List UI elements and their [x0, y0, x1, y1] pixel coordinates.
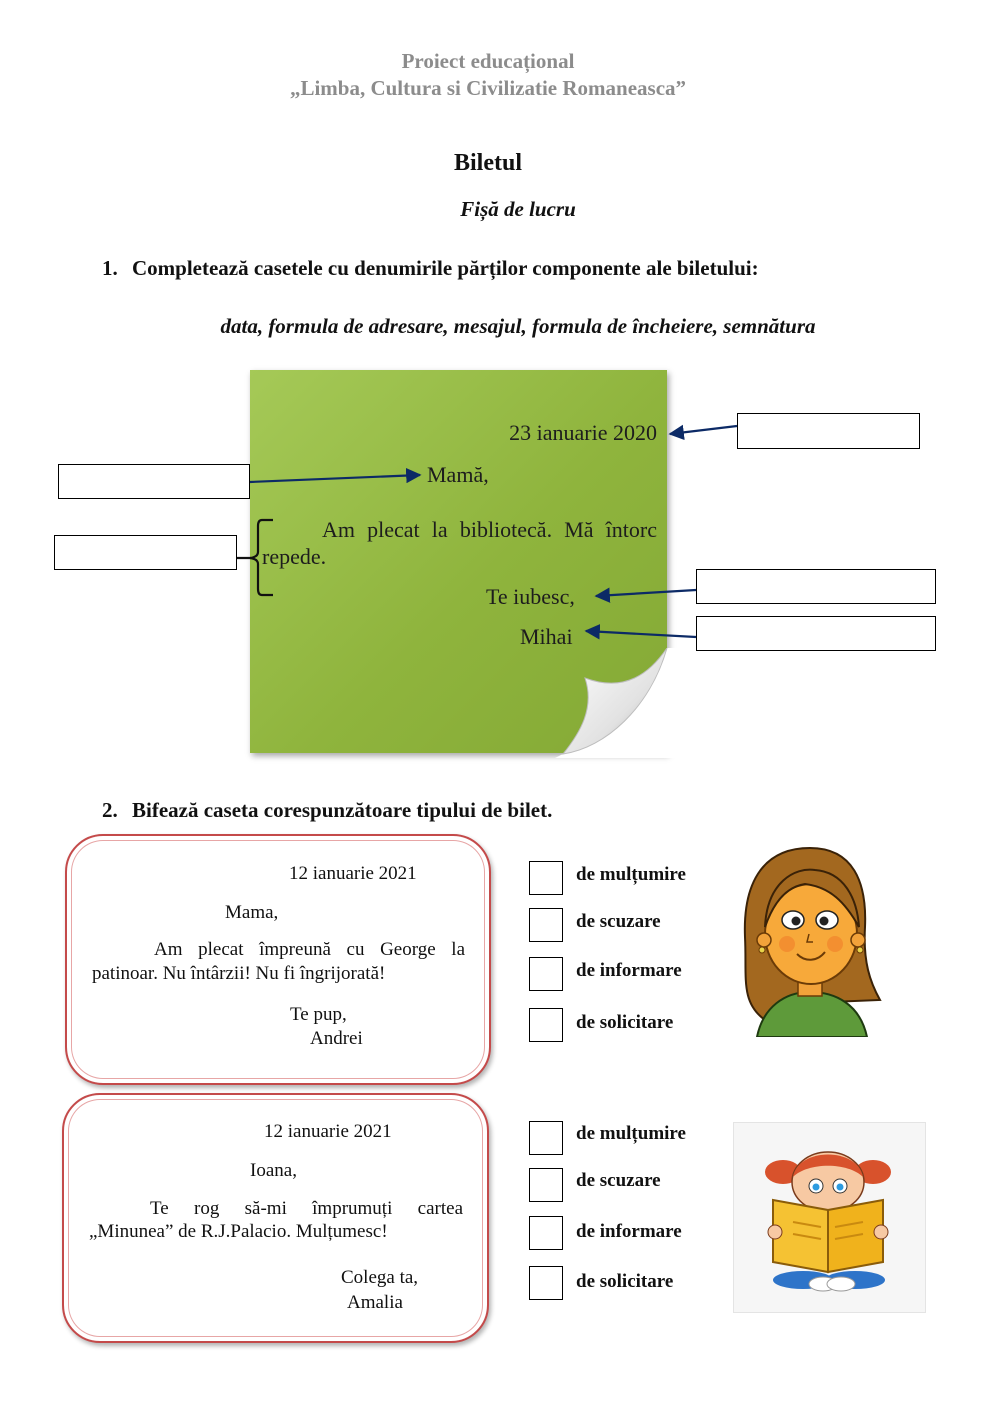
- letter1-date: 12 ianuarie 2021: [289, 863, 417, 884]
- letter1-closing: Te pup,: [290, 1004, 347, 1025]
- checkbox-letter2-informare[interactable]: [529, 1216, 563, 1250]
- message-brace: [237, 520, 273, 595]
- note-closing: Te iubesc,: [486, 584, 575, 609]
- arrow-closing: [596, 590, 696, 596]
- reading-child-illustration: [733, 1122, 924, 1311]
- option-label: de informare: [576, 1221, 682, 1242]
- arrow-signature: [586, 631, 696, 637]
- word-bank: data, formula de adresare, mesajul, formula de încheiere, semnătura: [220, 314, 816, 338]
- option-label: de solicitare: [576, 1012, 674, 1033]
- letter1-body-line1: Am plecat împreună cu George la: [154, 939, 465, 960]
- letter2-closing: Colega ta,: [341, 1267, 419, 1288]
- letter-2: [62, 1093, 489, 1343]
- letter2-date: 12 ianuarie 2021: [264, 1121, 392, 1142]
- letter2-signature: Amalia: [347, 1292, 403, 1313]
- exercise2-text: Bifează caseta corespunzătoare tipului de bilet.: [132, 798, 553, 822]
- note-greeting: Mamă,: [427, 462, 489, 487]
- project-title-line1: Proiect educațional: [401, 49, 575, 73]
- arrow-date: [670, 426, 737, 434]
- note-signature: Mihai: [520, 624, 573, 649]
- checkbox-letter1-scuzare[interactable]: [529, 908, 563, 942]
- arrow-greeting: [250, 475, 420, 482]
- letter1-signature: Andrei: [310, 1028, 363, 1049]
- note-date: 23 ianuarie 2020: [509, 420, 657, 445]
- letter1-greeting: Mama,: [225, 902, 279, 923]
- option-label: de mulțumire: [576, 864, 686, 885]
- checkbox-letter1-informare[interactable]: [529, 957, 563, 991]
- letter2-greeting: Ioana,: [250, 1160, 297, 1181]
- letter2-body-line1: Te rog să-mi împrumuți cartea: [150, 1198, 463, 1219]
- checkbox-letter2-solicitare[interactable]: [529, 1266, 563, 1300]
- checkbox-letter1-multumire[interactable]: [529, 861, 563, 895]
- checkbox-letter2-multumire[interactable]: [529, 1121, 563, 1155]
- option-label: de scuzare: [576, 911, 661, 932]
- exercise1-text: Completează casetele cu denumirile părților componente ale biletului:: [132, 256, 759, 280]
- exercise2-instruction: [102, 798, 552, 823]
- letter2-body-line2: „Minunea” de R.J.Palacio. Mulțumesc!: [89, 1221, 388, 1242]
- note-message-line2: repede.: [262, 544, 327, 569]
- page-subtitle: Fișă de lucru: [460, 197, 576, 221]
- project-title-line2: „Limba, Cultura si Civilizatie Romaneasca”: [289, 76, 687, 100]
- option-label: de informare: [576, 960, 682, 981]
- checkbox-letter2-scuzare[interactable]: [529, 1168, 563, 1202]
- option-label: de mulțumire: [576, 1123, 686, 1144]
- exercise1-number: 1.: [102, 256, 118, 280]
- letter-1: [65, 834, 491, 1085]
- note-message-line1: Am plecat la bibliotecă. Mă întorc: [322, 517, 657, 542]
- letter1-body-line2: patinoar. Nu întârzii! Nu fi îngrijorată!: [92, 963, 386, 984]
- girl-illustration: [735, 842, 885, 1037]
- page-title: Biletul: [453, 150, 522, 176]
- option-label: de solicitare: [576, 1271, 674, 1292]
- checkbox-letter1-solicitare[interactable]: [529, 1008, 563, 1042]
- option-label: de scuzare: [576, 1170, 661, 1191]
- exercise2-number: 2.: [102, 798, 118, 822]
